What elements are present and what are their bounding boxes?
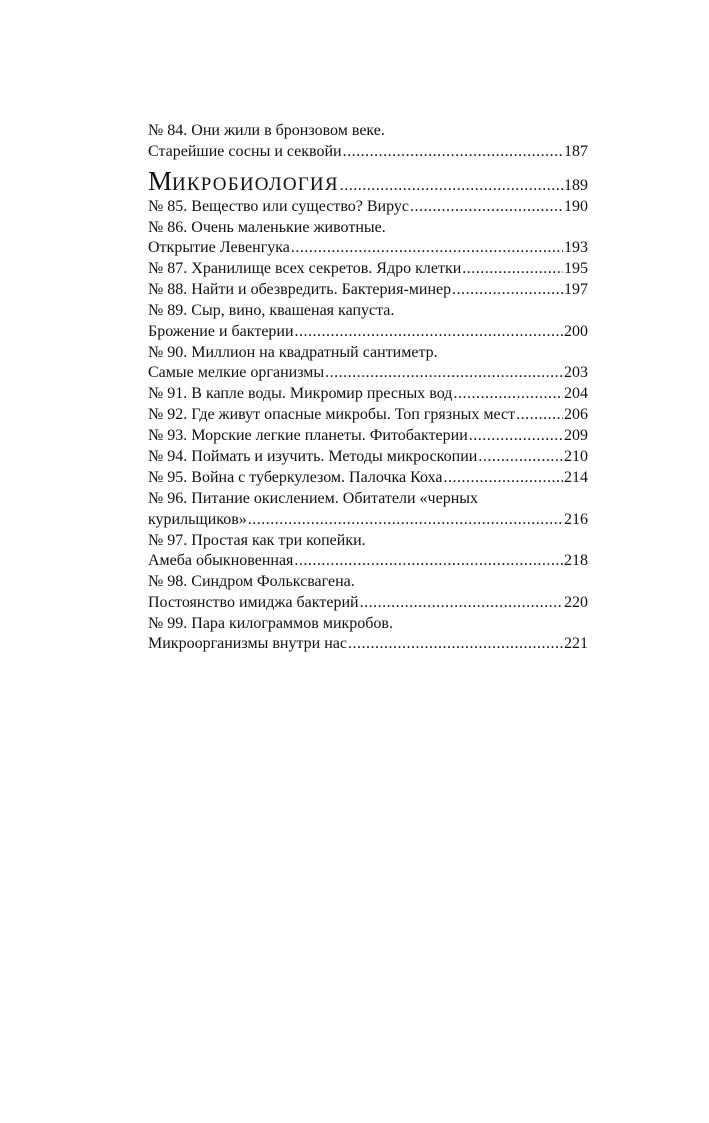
- section-title: [148, 166, 339, 196]
- dot-leader: [360, 593, 563, 614]
- dot-leader: [294, 551, 563, 572]
- toc-entry-subtitle: Амеба обыкновенная: [148, 552, 294, 569]
- toc-page-number: 209: [564, 427, 588, 444]
- toc-entry-title: № 99. Пара килограммов микробов.: [148, 614, 393, 632]
- toc-entry: [148, 405, 588, 426]
- toc-entry: [148, 489, 588, 530]
- toc-entry-lead-line: [148, 468, 588, 489]
- section-title-rest: ИКРОБИОЛОГИЯ: [172, 174, 339, 195]
- section-heading-microbiology: [148, 166, 588, 197]
- toc-entry-lead-line: [148, 384, 588, 405]
- toc-entry-title: № 84. Они жили в бронзовом веке.: [148, 122, 385, 139]
- toc-entry-title: № 93. Морские легкие планеты. Фитобактерии: [148, 427, 468, 444]
- toc-entry-title: № 91. В капле воды. Микромир пресных вод: [148, 385, 453, 402]
- toc-entry-lead-line: [148, 238, 588, 259]
- toc-entry: [148, 468, 588, 489]
- toc-entry: [148, 572, 588, 613]
- toc-entry-lead-line: [148, 634, 588, 655]
- toc-entry-subtitle: Постоянство имиджа бактерий: [148, 593, 359, 611]
- toc-entry-subtitle: Самые мелкие организмы: [148, 364, 325, 381]
- dot-leader: [348, 634, 563, 655]
- toc-page-number: 218: [564, 552, 588, 569]
- toc-entry-lead-line: [148, 142, 588, 163]
- toc-entry-title: № 95. Война с туберкулезом. Палочка Коха: [148, 469, 443, 486]
- toc-entry-title: № 90. Миллион на квадратный сантиметр.: [148, 343, 438, 361]
- dot-leader: [443, 468, 563, 489]
- toc-entry-subtitle: Микроорганизмы внутри нас: [148, 635, 347, 652]
- toc-page-number: 214: [564, 469, 588, 486]
- toc-entry-lead-line: [148, 322, 588, 343]
- dot-leader: [516, 405, 563, 426]
- toc-entry-title: № 98. Синдром Фольксвагена.: [148, 573, 355, 590]
- toc-entry-lead-line: [148, 197, 588, 218]
- dot-leader: [248, 510, 563, 531]
- toc-entry-subtitle: Старейшие сосны и секвойи: [148, 142, 342, 160]
- dot-leader: [453, 384, 563, 405]
- dot-leader: [410, 197, 563, 218]
- toc-entry-lead-line: [148, 593, 588, 614]
- toc-page-number: 200: [564, 322, 588, 340]
- toc-entry-title: № 87. Хранилище всех секретов. Ядро клетки: [148, 260, 462, 277]
- toc-entry-lead-line: [148, 510, 588, 531]
- toc-entry-subtitle: Брожение и бактерии: [148, 322, 294, 340]
- dot-leader: [295, 322, 563, 343]
- dot-leader: [325, 363, 563, 384]
- toc-entry-title: № 85. Вещество или существо? Вирус: [148, 197, 409, 215]
- toc-entry-subtitle: курильщиков»: [148, 510, 247, 528]
- toc-entry: [148, 301, 588, 342]
- toc-entry: [148, 531, 588, 572]
- toc-page-number: 204: [564, 385, 588, 402]
- dot-leader: [343, 142, 563, 163]
- toc-entry: [148, 259, 588, 280]
- toc-entry-84: [148, 121, 588, 162]
- toc-page-number: 193: [564, 239, 588, 256]
- dot-leader: [469, 426, 563, 447]
- toc-entry: [148, 614, 588, 655]
- toc-entry-lead-line: [148, 426, 588, 447]
- toc-entry: [148, 218, 588, 259]
- toc-entry: [148, 343, 588, 384]
- dot-leader: [452, 280, 563, 301]
- section-title-initial: М: [148, 166, 173, 196]
- toc-entry: [148, 197, 588, 218]
- toc-entry-title: № 88. Найти и обезвредить. Бактерия-минер: [148, 281, 452, 298]
- toc-entry-lead-line: [148, 405, 588, 426]
- toc-entry-title: № 94. Поймать и изучить. Методы микроскопии: [148, 448, 478, 465]
- toc-entry-lead-line: [148, 280, 588, 301]
- toc-page-number: 206: [564, 406, 588, 423]
- toc-entry-title: № 97. Простая как три копейки.: [148, 531, 366, 549]
- dot-leader: [291, 238, 563, 259]
- toc-page-number: 190: [564, 197, 588, 215]
- section-page-number: 189: [564, 177, 588, 194]
- toc-page-number: 210: [564, 448, 588, 465]
- toc-page-number: 195: [564, 260, 588, 277]
- toc-page-number: 220: [564, 593, 588, 611]
- toc-entry-subtitle: Открытие Левенгука: [148, 239, 290, 256]
- toc-page-number: 203: [564, 364, 588, 381]
- dot-leader: [478, 447, 563, 468]
- toc-entry-title: № 86. Очень маленькие животные.: [148, 218, 386, 236]
- toc-entry: [148, 384, 588, 405]
- toc-entry: [148, 280, 588, 301]
- toc-entry: [148, 426, 588, 447]
- toc-entry-lead-line: [148, 259, 588, 280]
- toc-entry-list: [148, 197, 588, 655]
- table-of-contents: [148, 121, 588, 655]
- toc-entry-lead-line: [148, 447, 588, 468]
- toc-entry-lead-line: [148, 363, 588, 384]
- toc-entry-title: № 89. Сыр, вино, квашеная капуста.: [148, 302, 395, 319]
- dot-leader: [340, 176, 563, 197]
- toc-page-number: 197: [564, 281, 588, 298]
- toc-page-number: 187: [564, 142, 588, 160]
- toc-entry-lead-line: [148, 551, 588, 572]
- toc-page-number: 216: [564, 510, 588, 528]
- toc-entry-title: № 96. Питание окислением. Обитатели «черных: [148, 490, 479, 507]
- dot-leader: [462, 259, 563, 280]
- toc-entry-title: № 92. Где живут опасные микробы. Топ грязных мест: [148, 406, 516, 423]
- toc-page-number: 221: [564, 635, 588, 652]
- toc-entry: [148, 447, 588, 468]
